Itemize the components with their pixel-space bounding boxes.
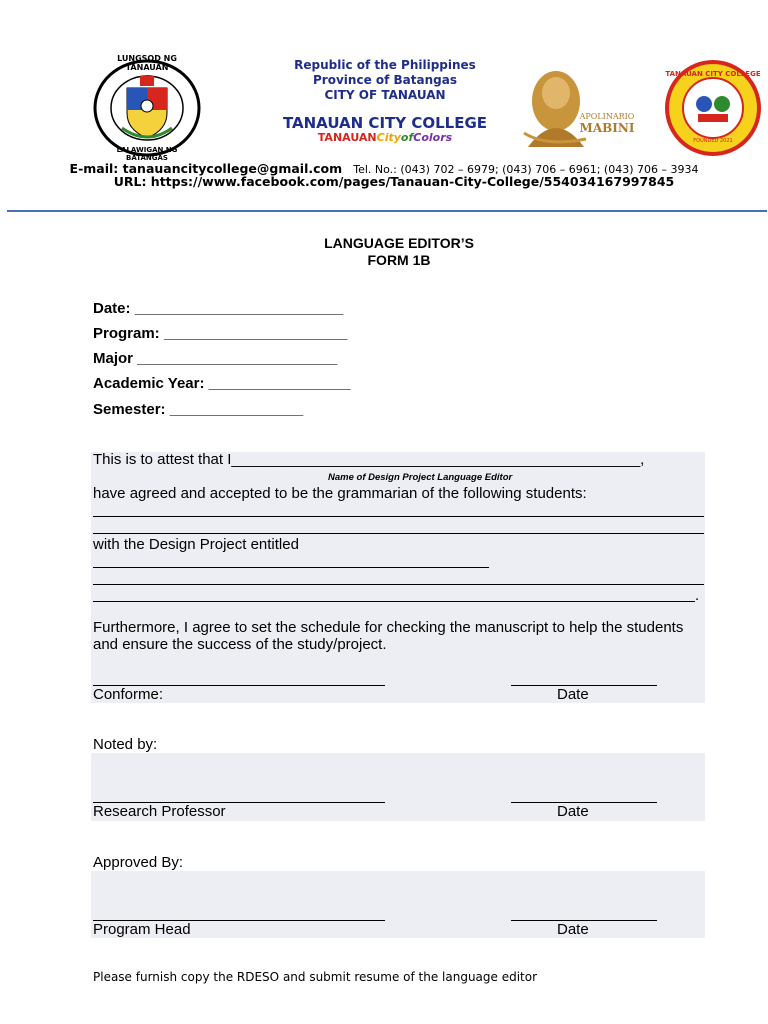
college-seal-founded: FOUNDED 2021	[693, 138, 733, 144]
college-seal-text: TANAUAN CITY COLLEGE	[665, 70, 761, 78]
url-text: URL: https://www.facebook.com/pages/Tanauan-City-College/554034167997845	[113, 174, 675, 189]
mabini-line1: APOLINARIO	[579, 112, 635, 121]
students-blank-2[interactable]	[93, 533, 704, 534]
research-professor-date-label: Date	[557, 803, 589, 820]
furthermore-line-2: and ensure the success of the study/project.	[93, 636, 387, 653]
republic-line: Republic of the Philippines	[294, 58, 476, 72]
agreed-line: have agreed and accepted to be the grammarian of the following students:	[93, 485, 587, 502]
students-blank-1[interactable]	[93, 516, 704, 517]
conforme-label: Conforme:	[93, 686, 164, 703]
project-blank-1[interactable]	[93, 567, 489, 568]
mabini-logo	[516, 63, 642, 151]
date-field[interactable]: Date: _________________________	[93, 300, 344, 317]
email-text: E-mail: tanauancitycollege@gmail.com	[69, 161, 343, 176]
tagline-part-1: TANAUAN	[317, 131, 377, 144]
program-head-label: Program Head	[93, 921, 191, 938]
city-seal-logo	[92, 58, 202, 158]
college-name: TANAUAN CITY COLLEGE	[282, 114, 488, 132]
tagline-part-4: Colors	[413, 131, 453, 144]
mabini-line2: MABINI	[579, 121, 635, 135]
header	[0, 0, 768, 215]
seal-left-top-text: LUNGSOD NG TANAUAN	[117, 54, 177, 72]
tel-text: Tel. No.: (043) 702 – 6979; (043) 706 – 6961; (043) 706 – 3934	[353, 163, 699, 176]
furthermore-line-1: Furthermore, I agree to set the schedule for checking the manuscript to help the students	[93, 619, 684, 636]
noted-by-label: Noted by:	[93, 736, 158, 753]
major-field[interactable]: Major ________________________	[93, 350, 338, 367]
project-period: .	[695, 587, 700, 604]
tagline-part-3: of	[400, 131, 414, 144]
program-head-date-label: Date	[557, 921, 589, 938]
project-blank-3[interactable]	[93, 601, 695, 602]
province-line: Province of Batangas	[313, 73, 457, 87]
seal-left-bottom-text: LALAWIGAN NG BATANGAS	[116, 146, 178, 162]
design-project-label: with the Design Project entitled	[93, 536, 299, 553]
form-title-line2: FORM 1B	[367, 252, 431, 268]
approved-by-label: Approved By:	[93, 854, 184, 871]
tagline-part-2: City	[376, 131, 401, 144]
program-field[interactable]: Program: ______________________	[93, 325, 348, 342]
academic-year-field[interactable]: Academic Year: _________________	[93, 375, 351, 392]
form-title-line1: LANGUAGE EDITOR’S	[324, 235, 474, 251]
city-line: CITY OF TANAUAN	[324, 88, 446, 102]
editor-caption: Name of Design Project Language Editor	[328, 472, 513, 483]
research-professor-label: Research Professor	[93, 803, 226, 820]
conforme-date-label: Date	[557, 686, 589, 703]
college-tagline	[240, 131, 530, 144]
project-blank-2[interactable]	[93, 584, 704, 585]
attest-line[interactable]: This is to attest that I_________________________________________________,	[93, 451, 645, 468]
header-rule	[7, 210, 767, 212]
footer-note: Please furnish copy the RDESO and submit resume of the language editor	[93, 970, 538, 984]
semester-field[interactable]: Semester: ________________	[93, 401, 304, 418]
